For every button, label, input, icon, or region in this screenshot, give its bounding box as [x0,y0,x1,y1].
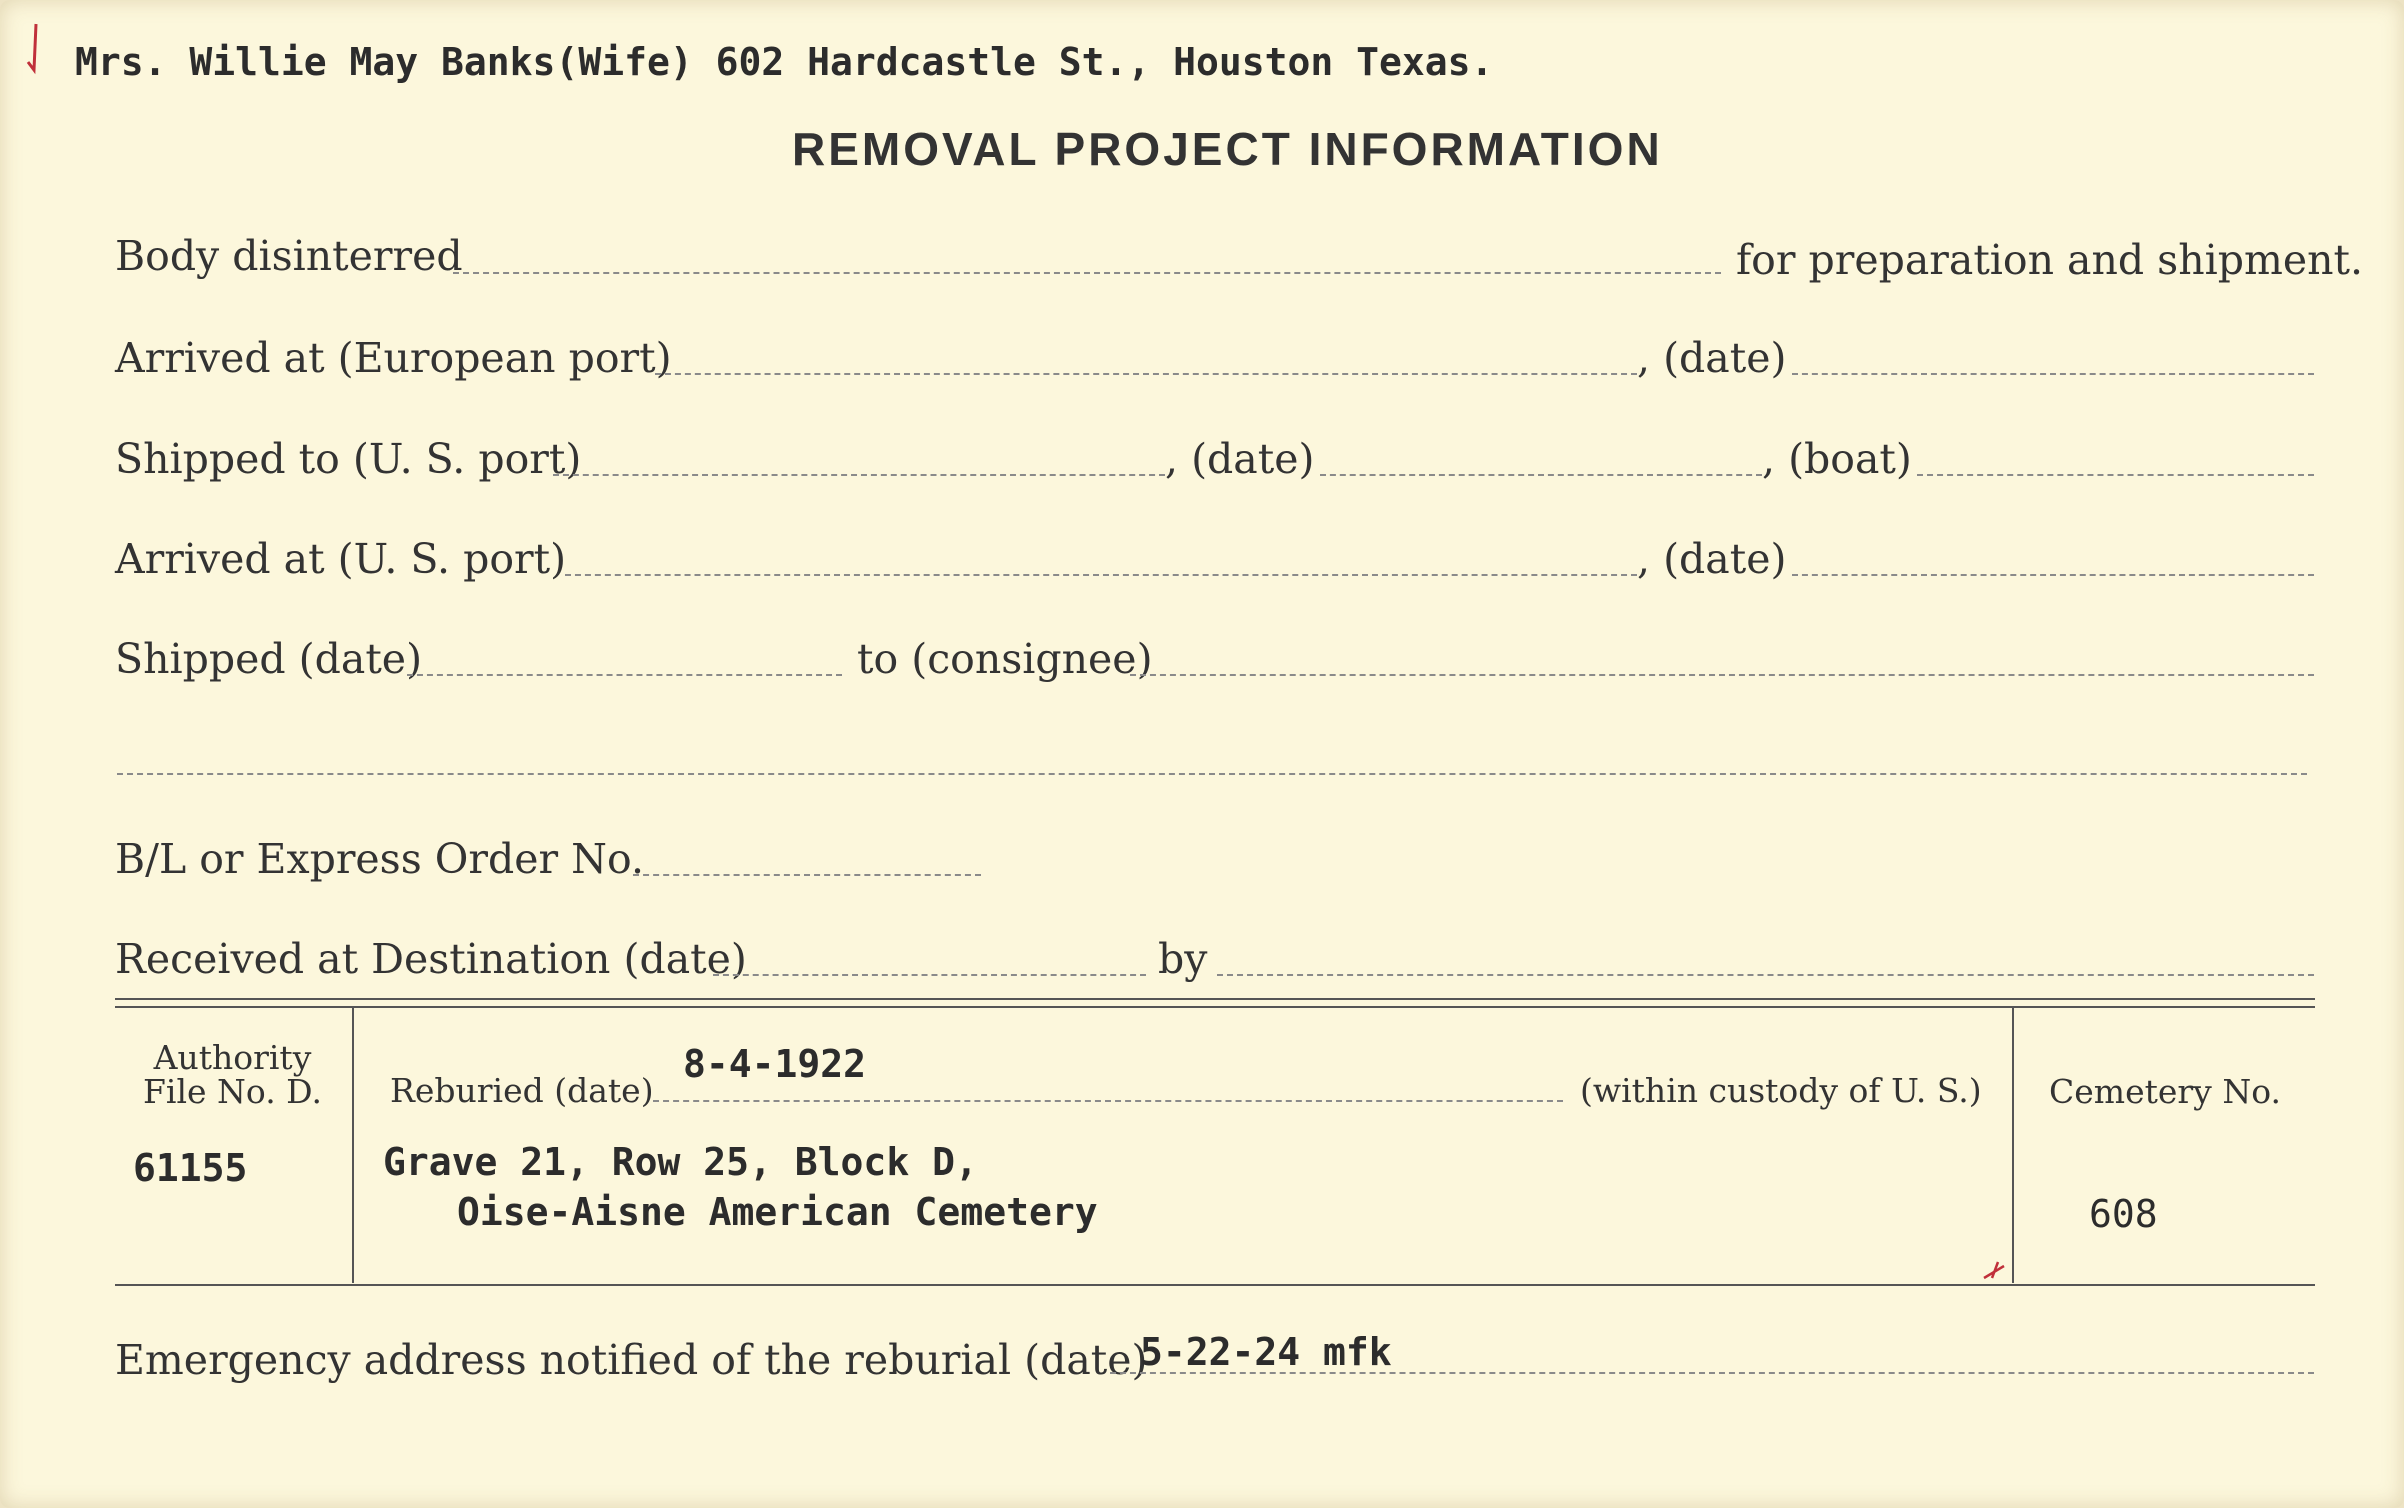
custody-label: (within custody of U. S.) [1580,1071,1982,1110]
date-label-1: , (date) [1637,334,1787,382]
shipped-to-us-label: Shipped to (U. S. port) [115,435,582,483]
shipped-date-label: Shipped (date) [115,635,423,683]
bl-order-label: B/L or Express Order No. [115,835,645,883]
page-title: REMOVAL PROJECT INFORMATION [792,123,1663,175]
us-port-field[interactable] [553,474,1165,476]
body-disinterred-label: Body disinterred [115,232,463,280]
grave-location-line-1: Grave 21, Row 25, Block D, [383,1140,978,1184]
reburied-label: Reburied (date) [390,1071,654,1110]
date-label-2: , (date) [1165,435,1315,483]
file-number: 61155 [133,1146,248,1190]
reburied-date: 8-4-1922 [683,1042,867,1086]
bl-order-field[interactable] [633,874,981,876]
arrived-us-label: Arrived at (U. S. port) [115,535,567,583]
reburied-date-field[interactable] [653,1100,1563,1102]
body-disinterred-field[interactable] [453,272,1721,274]
emergency-notified-value: 5-22-24 mfk [1140,1330,1392,1374]
received-destination-label: Received at Destination (date) [115,935,747,983]
arrived-european-label: Arrived at (European port) [115,334,672,382]
cemetery-number: 608 [2089,1192,2158,1236]
red-check-mark-icon [18,20,48,80]
arrived-us-port-field[interactable] [565,574,1637,576]
authority-label: Authority [153,1038,312,1077]
european-port-field[interactable] [655,373,1637,375]
consignee-field[interactable] [1130,674,2314,676]
table-divider-right [2012,1008,2014,1283]
shipped-date-field[interactable] [1320,474,1762,476]
grave-location-line-2: Oise-Aisne American Cemetery [457,1190,1098,1234]
arrival-date-field-2[interactable] [1792,574,2314,576]
table-divider-left [352,1008,354,1283]
shipped-date-value-field[interactable] [407,674,842,676]
arrival-date-field-1[interactable] [1792,373,2314,375]
for-preparation-label: for preparation and shipment. [1736,236,2364,284]
date-label-3: , (date) [1637,535,1787,583]
red-tick-mark-icon [1980,1258,2010,1282]
table-top-rule [115,998,2315,1000]
consignee-label: to (consignee) [857,635,1153,683]
table-bottom-rule [115,1284,2315,1286]
boat-field[interactable] [1917,474,2314,476]
by-label: by [1158,935,1208,983]
cemetery-no-label: Cemetery No. [2049,1072,2281,1111]
emergency-date-field[interactable] [1110,1372,2314,1374]
consignee-continuation-field[interactable] [117,773,2307,775]
table-top-rule-2 [115,1006,2315,1008]
received-date-field[interactable] [713,974,1146,976]
emergency-address-label: Emergency address notified of the reburial (date) [115,1336,1148,1384]
boat-label: , (boat) [1762,435,1912,483]
received-by-field[interactable] [1217,974,2314,976]
addressee-line: Mrs. Willie May Banks(Wife) 602 Hardcastle St., Houston Texas. [75,40,1494,84]
file-no-label: File No. D. [143,1072,322,1111]
